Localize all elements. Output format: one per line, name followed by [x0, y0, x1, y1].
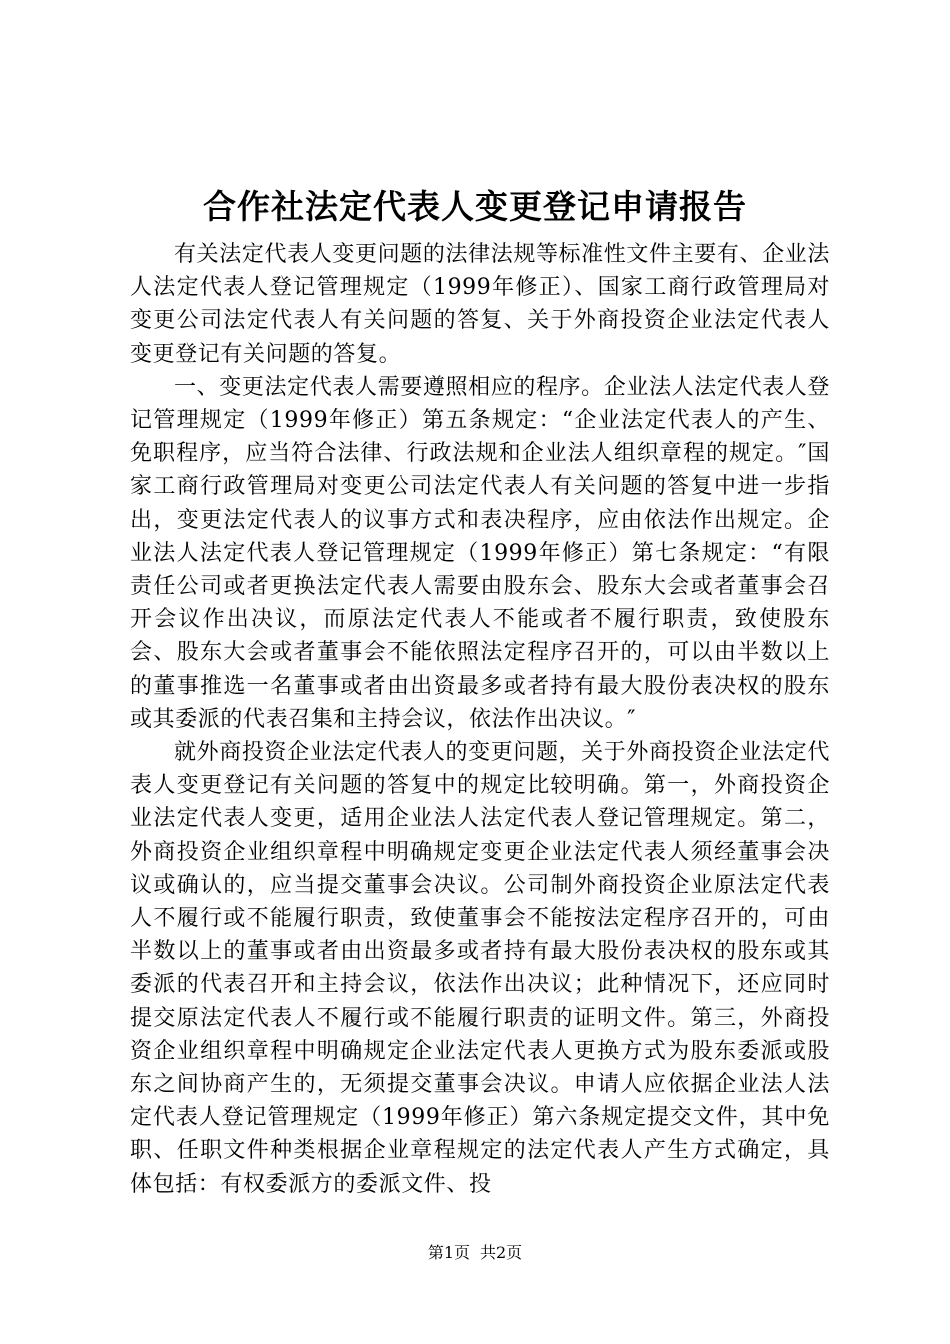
- paragraph-procedure: 一、变更法定代表人需要遵照相应的程序。企业法人法定代表人登记管理规定（1999年修正）第五条规定：“企业法定代表人的产生、免职程序，应当符合法律、行政法规和企业法人组织章程的规定。″国家工商行政管理局对变更公司法定代表人有关问题的答复中进一步指出，变更法定代表人的议事方式和表决程序，应由依法作出规定。企业法人法定代表人登记管理规定（1999年修正）第七条规定：“有限责任公司或者更换法定代表人需要由股东会、股东大会或者董事会召开会议作出决议，而原法定代表人不能或者不履行职责，致使股东会、股东大会或者董事会不能依照法定程序召开的，可以由半数以上的董事推选一名董事或者由出资最多或者持有最大股份表决权的股东或其委派的代表召集和主持会议，依法作出决议。″: [130, 374, 830, 732]
- page-number: 第1页: [427, 1243, 470, 1262]
- paragraph-foreign-investment: 就外商投资企业法定代表人的变更问题，关于外商投资企业法定代表人变更登记有关问题的答复中的规定比较明确。第一，外商投资企业法定代表人变更，适用企业法人法定代表人登记管理规定。第二，外商投资企业组织章程中明确规定变更企业法定代表人须经董事会决议或确认的，应当提交董事会决议。公司制外商投资企业原法定代表人不履行或不能履行职责，致使董事会不能按法定程序召开的，可由半数以上的董事或者由出资最多或者持有最大股份表决权的股东或其委派的代表召开和主持会议，依法作出决议；此种情况下，还应同时提交原法定代表人不履行或不能履行职责的证明文件。第三，外商投资企业组织章程中明确规定企业法定代表人更换方式为股东委派或股东之间协商产生的，无须提交董事会决议。申请人应依据企业法人法定代表人登记管理规定（1999年修正）第六条规定提交文件，其中免职、任职文件种类根据企业章程规定的法定代表人产生方式确定，具体包括：有权委派方的委派文件、投: [130, 740, 830, 1197]
- page-total: 共2页: [480, 1243, 523, 1262]
- paragraph-intro: 有关法定代表人变更问题的法律法规等标准性文件主要有、企业法人法定代表人登记管理规定（1999年修正）、国家工商行政管理局对变更公司法定代表人有关问题的答复、关于外商投资企业法定代表人变更登记有关问题的答复。: [130, 242, 830, 367]
- page-footer: [0, 1243, 950, 1263]
- document-title: 合作社法定代表人变更登记申请报告: [203, 187, 747, 226]
- document-body: [130, 238, 830, 1201]
